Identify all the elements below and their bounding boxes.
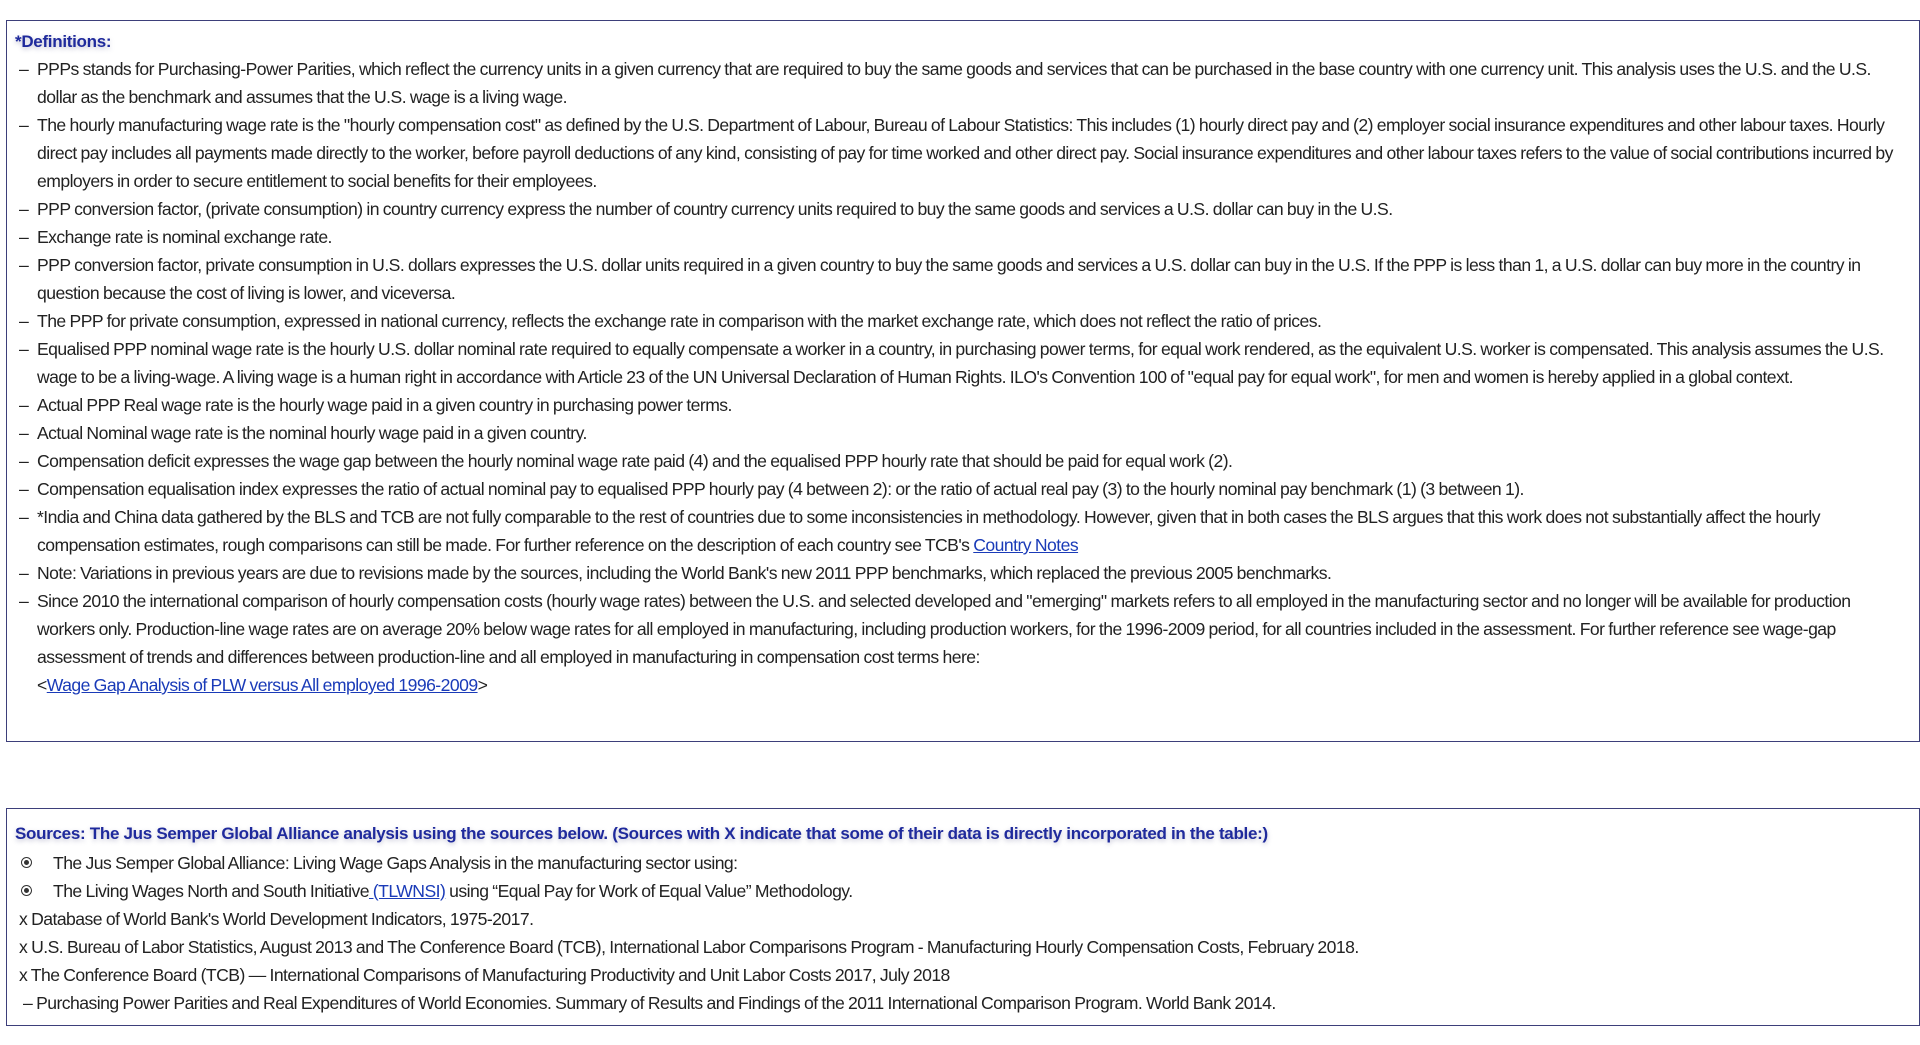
dash-marker: – (19, 479, 29, 499)
definition-hourly-wage (15, 111, 1909, 195)
source-text: The Jus Semper Global Alliance: Living Wage Gaps Analysis in the manufacturing sector using: (53, 853, 738, 873)
definition-text: PPPs stands for Purchasing-Power Parities, which reflect the currency units in a given currency that are required to buy the same goods and services that can be purchased in the base country with one currency unit. This analysis uses the U.S. and the U.S. dollar as the benchmark and assumes that the U.S. wage is a living wage. (37, 59, 1871, 107)
source-world-bank-wdi (15, 905, 1909, 933)
definition-text: *India and China data gathered by the BLS and TCB are not fully comparable to the rest of countries due to some inconsistencies in methodology. However, given that in both cases the BLS argues that this work does not substantially affect the hourly compensation estimates, rough comparisons can still be made. For further reference on the description of each country see TCB's (37, 507, 1820, 555)
dash-marker: – (19, 199, 29, 219)
dash-marker: – (19, 507, 29, 527)
definition-text: Compensation equalisation index expresses the ratio of actual nominal pay to equalised PPP hourly pay (4 between 2): or the ratio of actual real pay (3) to the hourly nominal pay benchmark (1) (3 between 1). (37, 479, 1524, 499)
definition-ppp-private-consumption (15, 307, 1909, 335)
source-text-suffix: using “Equal Pay for Work of Equal Value” Methodology. (445, 881, 853, 901)
source-bls-tcb (15, 933, 1909, 961)
definition-text: Actual PPP Real wage rate is the hourly wage paid in a given country in purchasing power terms. (37, 395, 732, 415)
dash-marker: – (19, 255, 29, 275)
definitions-heading: *Definitions: (15, 32, 112, 51)
definition-actual-ppp-real (15, 391, 1909, 419)
definition-equalisation-index (15, 475, 1909, 503)
definition-text: Actual Nominal wage rate is the nominal hourly wage paid in a given country. (37, 423, 587, 443)
source-jus-semper (15, 849, 1909, 877)
definitions-panel (6, 20, 1920, 742)
dash-marker: – (19, 563, 29, 583)
definition-text: Compensation deficit expresses the wage gap between the hourly nominal wage rate paid (4) and the equalised PPP hourly rate that should be paid for equal work (2). (37, 451, 1233, 471)
definition-india-china (15, 503, 1909, 559)
definition-text: Note: Variations in previous years are due to revisions made by the sources, including the World Bank's new 2011 PPP benchmarks, which replaced the previous 2005 benchmarks. (37, 563, 1332, 583)
sources-panel (6, 808, 1920, 1026)
definition-ppp-conversion-country (15, 195, 1909, 223)
dash-marker: – (19, 423, 29, 443)
source-text: x Database of World Bank's World Development Indicators, 1975-2017. (19, 909, 534, 929)
definitions-list (15, 55, 1909, 699)
definition-compensation-deficit (15, 447, 1909, 475)
definition-exchange-rate (15, 223, 1909, 251)
dash-marker: – (19, 227, 29, 247)
country-notes-link[interactable]: Country Notes (973, 535, 1079, 555)
definition-text: Exchange rate is nominal exchange rate. (37, 227, 332, 247)
dash-marker: – (19, 115, 29, 135)
tlwnsi-link[interactable]: (TLWNSI) (368, 881, 446, 901)
link-close-bracket: > (477, 675, 488, 695)
definition-ppp-conversion-usd (15, 251, 1909, 307)
sources-heading: Sources: The Jus Semper Global Alliance analysis using the sources below. (Sources with X indicate that some of their data is directly incorporated in the table:) (15, 824, 1268, 843)
definition-text: The PPP for private consumption, expressed in national currency, reflects the exchange rate in comparison with the market exchange rate, which does not reflect the ratio of prices. (37, 311, 1322, 331)
source-text: The Living Wages North and South Initiative (53, 881, 369, 901)
source-tcb-productivity (15, 961, 1909, 989)
dash-marker: – (19, 451, 29, 471)
sources-list (15, 849, 1909, 1017)
definition-text: PPP conversion factor, private consumption in U.S. dollars expresses the U.S. dollar units required in a given country to buy the same goods and services a U.S. dollar can buy in the U.S. If the PPP is less than 1, a U.S. dollar can buy more in the country in question because the cost of living is lower, and viceversa. (37, 255, 1861, 303)
definition-text: PPP conversion factor, (private consumption) in country currency express the number of country currency units required to buy the same goods and services a U.S. dollar can buy in the U.S. (37, 199, 1393, 219)
link-open-bracket: < (37, 675, 47, 695)
definition-text: Since 2010 the international comparison of hourly compensation costs (hourly wage rates) between the U.S. and selected developed and "emerging" markets refers to all employed in the manufacturing sector and no longer will be available for production workers only. Production-line wage rates are on average 20% below wage rates for all employed in manufacturing, including production workers, for the 1996-2009 period, for all countries included in the assessment. For further reference see wage-gap assessment of trends and differences between production-line and all employed in manufacturing in compensation cost terms here: (37, 591, 1851, 667)
dash-marker: – (19, 311, 29, 331)
definition-ppp (15, 55, 1909, 111)
source-world-bank-icp (15, 989, 1909, 1017)
definition-actual-nominal (15, 419, 1909, 447)
dash-marker: – (19, 591, 29, 611)
radio-bullet-icon (21, 885, 32, 896)
source-text: x The Conference Board (TCB) — International Comparisons of Manufacturing Productivity and Unit Labor Costs 2017, July 2018 (19, 965, 950, 985)
source-text: x U.S. Bureau of Labor Statistics, August 2013 and The Conference Board (TCB), International Labor Comparisons Program - Manufacturing Hourly Compensation Costs, February 2018. (19, 937, 1359, 957)
definition-text: Equalised PPP nominal wage rate is the hourly U.S. dollar nominal rate required to equally compensate a worker in a country, in purchasing power terms, for equal work rendered, as the equivalent U.S. worker is compensated. This analysis assumes the U.S. wage to be a living-wage. A living wage is a human right in accordance with Article 23 of the UN Universal Declaration of Human Rights. ILO's Convention 100 of "equal pay for equal work", for men and women is hereby applied in a global context. (37, 339, 1884, 387)
radio-bullet-icon (21, 857, 32, 868)
dash-marker: – (19, 339, 29, 359)
definition-note-variations (15, 559, 1909, 587)
wage-gap-analysis-link[interactable]: Wage Gap Analysis of PLW versus All employed 1996-2009 (46, 675, 478, 695)
dash-marker: – (19, 59, 29, 79)
dash-marker: – (19, 395, 29, 415)
definition-since-2010 (15, 587, 1909, 699)
definition-text: The hourly manufacturing wage rate is the "hourly compensation cost" as defined by the U.S. Department of Labour, Bureau of Labour Statistics: This includes (1) hourly direct pay and (2) employer social insurance expenditures and other labour taxes. Hourly direct pay includes all payments made directly to the worker, before payroll deductions of any kind, consisting of pay for time worked and other direct pay. Social insurance expenditures and other labour taxes refers to the value of social contributions incurred by employers in order to secure entitlement to social benefits for their employees. (37, 115, 1893, 191)
source-tlwnsi (15, 877, 1909, 905)
definition-equalised-ppp (15, 335, 1909, 391)
source-text: – Purchasing Power Parities and Real Expenditures of World Economies. Summary of Results and Findings of the 2011 International Comparison Program. World Bank 2014. (23, 993, 1276, 1013)
